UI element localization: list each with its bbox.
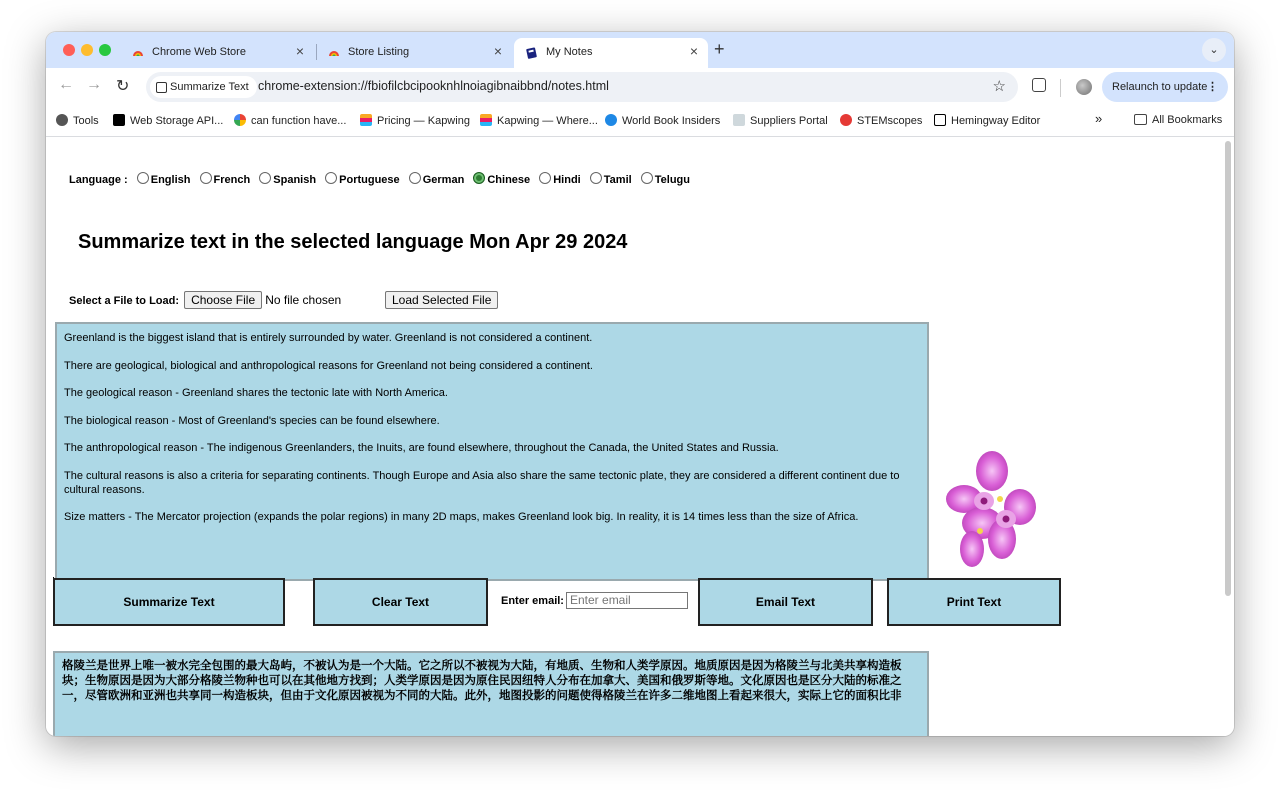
profile-avatar[interactable] — [1076, 79, 1092, 95]
radio-button[interactable] — [641, 172, 653, 184]
bookmark-label: Hemingway Editor — [951, 115, 1041, 127]
close-window-button[interactable] — [63, 44, 75, 56]
summary-text: 格陵兰是世界上唯一被水完全包围的最大岛屿，不被认为是一个大陆。它之所以不被视为大陆，有地质、生物和人类学原因。地质原因是因为格陵兰与北美共享构造板块；生物原因是因为大部分格陵兰物种也可以在其他地方找到；人类学原因是因为原住民因纽特人分布在加拿大、美国和俄罗斯等地。文化原因也是区分大陆的标准之一，尽管欧洲和亚洲也共享同一构造板块，但由于文化原因被视为不同的大陆。此外，地图投影的问题使得格陵兰在许多二维地图上看起来很大，实际上它的面积比非 — [62, 658, 902, 702]
radio-button[interactable] — [590, 172, 602, 184]
mdn-icon — [113, 114, 125, 126]
no-file-text: No file chosen — [265, 293, 342, 307]
option-label: Telugu — [654, 174, 690, 186]
input-text-area[interactable] — [55, 322, 929, 581]
more-menu-icon[interactable]: ⋮ — [1207, 81, 1218, 93]
bookmark-stemscopes[interactable] — [840, 114, 922, 127]
address-bar[interactable] — [146, 72, 1018, 102]
chip-label: Summarize Text — [170, 81, 249, 93]
text-paragraph: Greenland is the biggest island that is entirely surrounded by water. Greenland is not considered a continent. — [64, 332, 593, 344]
radio-button[interactable] — [137, 172, 149, 184]
bookmark-can-function-have[interactable] — [234, 114, 346, 127]
language-label: Language : — [69, 174, 128, 186]
option-label: Spanish — [273, 174, 317, 186]
tab-label: Chrome Web Store — [152, 46, 246, 58]
bookmark-label: Kapwing — Where... — [497, 115, 598, 127]
tab-search-button[interactable]: ⌄ — [1202, 38, 1226, 62]
toolbar — [46, 68, 1234, 106]
summarize-text-button[interactable]: Summarize Text — [53, 578, 285, 626]
option-label: Chinese — [487, 174, 531, 186]
bookmarks-overflow-button[interactable]: » — [1095, 111, 1103, 126]
choose-file-button[interactable]: Choose File — [184, 291, 262, 309]
email-input[interactable] — [566, 592, 688, 609]
option-label: German — [422, 174, 465, 186]
extensions-puzzle-icon[interactable] — [1032, 78, 1046, 92]
bookmark-web-storage-api[interactable] — [113, 114, 223, 127]
relaunch-update-button[interactable] — [1102, 72, 1228, 102]
stemscopes-icon — [840, 114, 852, 126]
extension-chip[interactable] — [150, 76, 257, 98]
worldbook-icon — [605, 114, 617, 126]
clear-text-button[interactable]: Clear Text — [313, 578, 488, 626]
radio-button[interactable] — [539, 172, 551, 184]
option-label: Portuguese — [339, 174, 400, 186]
radio-button[interactable] — [409, 172, 421, 184]
tab-store-listing[interactable] — [316, 38, 512, 68]
language-option-french[interactable] — [200, 174, 251, 186]
email-label: Enter email: — [501, 595, 564, 607]
bookmark-pricing-kapwing[interactable] — [360, 114, 470, 127]
summary-output-area[interactable] — [53, 651, 929, 736]
text-paragraph: The anthropological reason - The indigenous Greenlanders, the Inuits, are found elsewhere, throughout the Canada, the United States and Russia. — [64, 442, 779, 454]
close-icon[interactable]: × — [295, 43, 304, 59]
text-paragraph: Size matters - The Mercator projection (expands the polar regions) in many 2D maps, makes Greenland look big. In reality, it is 14 times less than the size of Africa. — [64, 511, 859, 523]
bookmark-label: Tools — [73, 115, 99, 127]
bookmark-tools[interactable] — [56, 114, 99, 127]
bookmark-suppliers-portal[interactable] — [733, 114, 828, 127]
language-option-portuguese[interactable] — [325, 174, 400, 186]
maximize-window-button[interactable] — [99, 44, 111, 56]
option-label: French — [213, 174, 251, 186]
bookmark-label: STEMscopes — [857, 115, 923, 127]
option-label: Hindi — [553, 174, 581, 186]
language-option-tamil[interactable] — [590, 174, 632, 186]
hemingway-icon — [934, 114, 946, 126]
new-tab-button[interactable]: + — [714, 39, 725, 59]
language-option-chinese[interactable] — [473, 174, 530, 186]
orchid-flower-image — [942, 449, 1038, 571]
close-icon[interactable]: × — [689, 43, 698, 59]
print-text-button[interactable]: Print Text — [887, 578, 1061, 626]
page-content — [46, 137, 1234, 736]
text-paragraph: The geological reason - Greenland shares the tectonic late with North America. — [64, 387, 448, 399]
portal-icon — [733, 114, 745, 126]
bookmark-label: Suppliers Portal — [750, 115, 828, 127]
page-title: Summarize text in the selected language Mon Apr 29 2024 — [78, 231, 628, 253]
radio-button-selected[interactable] — [473, 172, 485, 184]
language-option-german[interactable] — [409, 174, 465, 186]
option-label: Tamil — [603, 174, 632, 186]
notes-extension-icon — [526, 47, 538, 59]
chrome-web-store-icon — [328, 47, 340, 59]
tab-strip — [46, 32, 1234, 68]
option-label: English — [150, 174, 191, 186]
back-arrow-icon[interactable]: ← — [58, 76, 74, 93]
extension-icon — [156, 82, 167, 93]
bookmark-kapwing-where[interactable] — [480, 114, 598, 127]
tab-label: Store Listing — [348, 46, 410, 58]
radio-button[interactable] — [200, 172, 212, 184]
email-text-button[interactable]: Email Text — [698, 578, 873, 626]
bookmark-label: Pricing — Kapwing — [377, 115, 470, 127]
language-option-spanish[interactable] — [259, 174, 316, 186]
bookmark-label: All Bookmarks — [1152, 114, 1223, 126]
tab-label: My Notes — [546, 46, 593, 58]
all-bookmarks-button[interactable] — [1134, 114, 1222, 126]
kapwing-icon — [480, 114, 492, 126]
radio-button[interactable] — [259, 172, 271, 184]
chrome-web-store-icon — [132, 47, 144, 59]
reload-icon[interactable]: ↻ — [116, 78, 130, 95]
toolbar-divider — [1060, 79, 1061, 97]
text-paragraph: There are geological, biological and anthropological reasons for Greenland not being considered a continent. — [64, 359, 593, 372]
load-selected-file-button[interactable]: Load Selected File — [385, 291, 498, 309]
url-text[interactable]: chrome-extension://fbiofilcbcipooknhlnoiagibnaibbnd/notes.html — [258, 79, 609, 93]
bookmark-label: can function have... — [251, 115, 347, 127]
tab-chrome-web-store[interactable] — [120, 38, 314, 68]
language-option-english[interactable] — [137, 174, 191, 186]
text-paragraph: The cultural reasons is also a criteria for separating continents. Though Europe and Asia also share the same tectonic plate, they are considered a different continent due to cultural reasons. — [64, 469, 900, 496]
vertical-scrollbar[interactable] — [1225, 141, 1231, 596]
bookmark-hemingway-editor[interactable] — [934, 114, 1040, 127]
bookmark-label: Web Storage API... — [130, 115, 224, 127]
language-option-hindi[interactable] — [539, 174, 581, 186]
file-label: Select a File to Load: — [69, 295, 180, 307]
language-option-telugu[interactable] — [641, 174, 690, 186]
relaunch-label: Relaunch to update — [1112, 81, 1208, 93]
radio-button[interactable] — [325, 172, 337, 184]
close-icon[interactable]: × — [493, 43, 502, 59]
tab-my-notes[interactable] — [514, 38, 708, 68]
globe-icon — [56, 114, 68, 126]
text-paragraph: The biological reason - Most of Greenland's species can be found elsewhere. — [64, 414, 440, 427]
file-loader — [69, 291, 341, 309]
google-icon — [234, 114, 246, 126]
bookmark-label: World Book Insiders — [622, 115, 721, 127]
minimize-window-button[interactable] — [81, 44, 93, 56]
kapwing-icon — [360, 114, 372, 126]
folder-icon — [1134, 114, 1147, 125]
language-selector — [69, 172, 696, 186]
bookmarks-bar — [46, 106, 1234, 137]
forward-arrow-icon[interactable]: → — [86, 76, 102, 93]
browser-window — [46, 32, 1234, 736]
bookmark-world-book-insiders[interactable] — [605, 114, 720, 127]
bookmark-star-icon[interactable]: ☆ — [992, 78, 1006, 95]
